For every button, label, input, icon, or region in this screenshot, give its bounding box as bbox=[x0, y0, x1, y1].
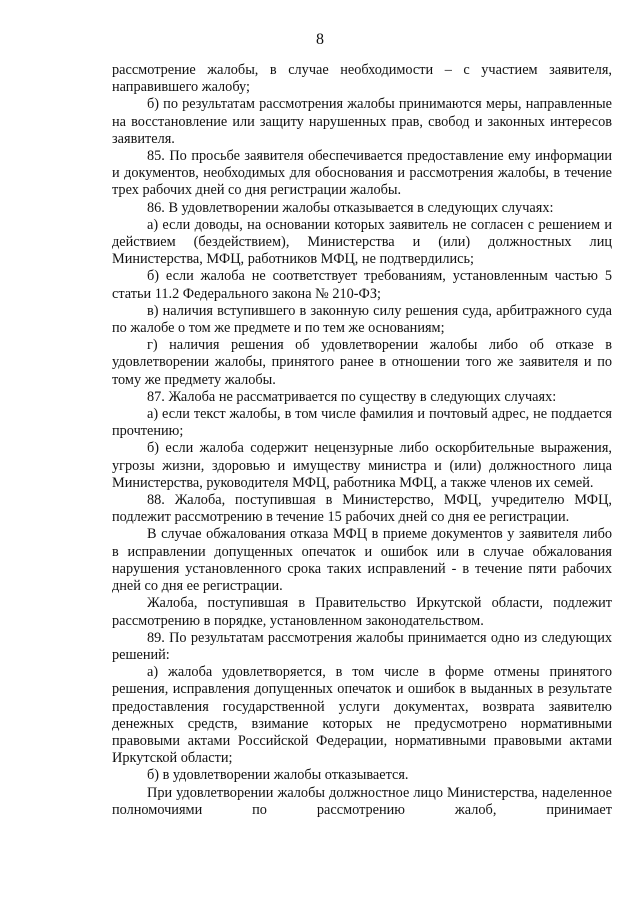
paragraph-86v: в) наличия вступившего в законную силу решения суда, арбитражного суда по жалобе о том же предмете и по тем же основаниям; bbox=[112, 302, 612, 337]
paragraph-88: 88. Жалоба, поступившая в Министерство, МФЦ, учредителю МФЦ, подлежит рассмотрению в течение 15 рабочих дней со дня ее регистрации. bbox=[112, 492, 612, 526]
paragraph-87: 87. Жалоба не рассматривается по существу в следующих случаях: bbox=[147, 388, 557, 405]
paragraph-86b: б) если жалоба не соответствует требованиям, установленным частью 5 статьи 11.2 Федерального закона № 210-ФЗ; bbox=[112, 268, 612, 302]
paragraph-87b: б) если жалоба содержит нецензурные либо оскорбительные выражения, угрозы жизни, здоровью и имуществу министра и (или) должностного лица Министерства, руководителя МФЦ, работника МФЦ, а также членов их семей. bbox=[112, 440, 612, 491]
paragraph-satisfaction: При удовлетворении жалобы должностное лицо Министерства, наделенное полномочиями по рассмотрению жалоб, принимает bbox=[112, 784, 612, 818]
paragraph-87a: а) если текст жалобы, в том числе фамилия и почтовый адрес, не поддается прочтению; bbox=[112, 406, 612, 440]
paragraph-continuation: рассмотрение жалобы, в случае необходимости – с участием заявителя, направившего жалобу; bbox=[112, 62, 612, 96]
paragraph-84b: б) по результатам рассмотрения жалобы принимаются меры, направленные на восстановление или защиту нарушенных прав, свобод и законных интересов заявителя. bbox=[112, 96, 612, 147]
paragraph-86a: а) если доводы, на основании которых заявитель не согласен с решением и действием (бездействием), Министерства и (или) должностных лиц Министерства, МФЦ, работников МФЦ, не подтвердились; bbox=[112, 216, 612, 268]
document-body bbox=[112, 62, 612, 819]
paragraph-89a: а) жалоба удовлетворяется, в том числе в форме отмены принятого решения, исправления допущенных опечаток и ошибок в выданных в результате предоставления государственной услуги документах, возврата заявителю денежных средств, взимание которых не предусмотрено нормативными правовыми актами Российской Федерации, нормативными правовыми актами Иркутской области; bbox=[112, 664, 612, 767]
paragraph-89b: б) в удовлетворении жалобы отказывается. bbox=[147, 767, 409, 784]
paragraph-85: 85. По просьбе заявителя обеспечивается предоставление ему информации и документов, необходимых для обоснования и рассмотрения жалобы, в течение трех рабочих дней со дня регистрации жалобы. bbox=[112, 148, 612, 199]
paragraph-88-mfc-refusal: В случае обжалования отказа МФЦ в приеме документов у заявителя либо в исправлении допущенных опечаток и ошибок или в случае обжалования нарушения установленного срока таких исправлений - в течение пяти рабочих дней со дня ее регистрации. bbox=[112, 526, 612, 595]
paragraph-89: 89. По результатам рассмотрения жалобы принимается одно из следующих решений: bbox=[112, 629, 612, 663]
page-number: 8 bbox=[316, 31, 324, 48]
paragraph-86g: г) наличия решения об удовлетворении жалобы либо об отказе в удовлетворении жалобы, принятого ранее в отношении того же заявителя и по тому же предмету жалобы. bbox=[112, 337, 612, 388]
paragraph-86: 86. В удовлетворении жалобы отказывается в следующих случаях: bbox=[147, 199, 554, 216]
paragraph-88-government: Жалоба, поступившая в Правительство Иркутской области, подлежит рассмотрению в порядке, установленном законодательством. bbox=[112, 595, 612, 629]
